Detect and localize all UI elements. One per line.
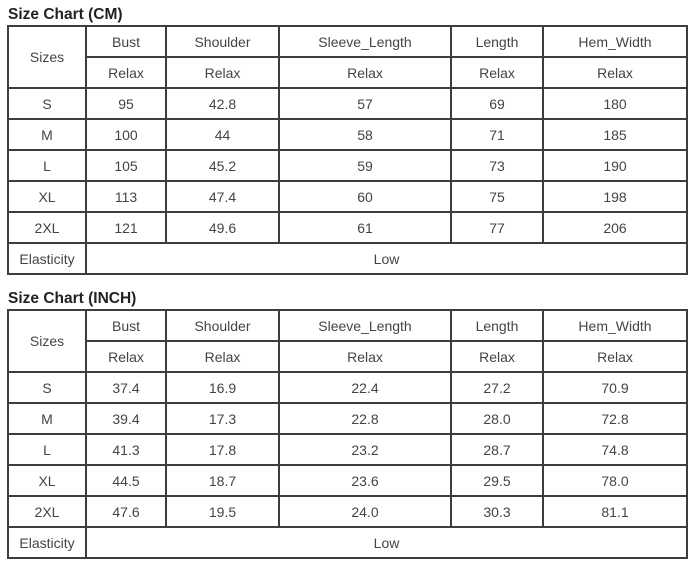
measurement-cell: 18.7: [166, 465, 279, 496]
fit-subheader: Relax: [451, 341, 543, 372]
size-label: M: [8, 403, 86, 434]
table-row: [8, 465, 687, 496]
elasticity-row: [8, 527, 687, 558]
fit-subheader: Relax: [451, 57, 543, 88]
size-chart-cm-title: Size Chart (CM): [8, 6, 123, 23]
measurement-cell: 39.4: [86, 403, 166, 434]
measurement-cell: 95: [86, 88, 166, 119]
fit-subheader: Relax: [166, 57, 279, 88]
elasticity-value: Low: [86, 527, 687, 558]
fit-subheader: Relax: [279, 57, 451, 88]
size-label: 2XL: [8, 212, 86, 243]
measurement-cell: 22.4: [279, 372, 451, 403]
measurement-cell: 60: [279, 181, 451, 212]
column-header: Length: [451, 26, 543, 57]
measurement-cell: 47.4: [166, 181, 279, 212]
measurement-cell: 17.8: [166, 434, 279, 465]
table-row: [8, 150, 687, 181]
column-header: Hem_Width: [543, 310, 687, 341]
measurement-cell: 24.0: [279, 496, 451, 527]
measurement-cell: 22.8: [279, 403, 451, 434]
measurement-cell: 45.2: [166, 150, 279, 181]
size-label: L: [8, 434, 86, 465]
measurement-cell: 100: [86, 119, 166, 150]
subheader-row: [8, 341, 687, 372]
fit-subheader: Relax: [279, 341, 451, 372]
size-label: 2XL: [8, 496, 86, 527]
table-row: [8, 212, 687, 243]
column-header: Sleeve_Length: [279, 26, 451, 57]
measurement-cell: 70.9: [543, 372, 687, 403]
measurement-cell: 57: [279, 88, 451, 119]
header-row: [8, 26, 687, 57]
measurement-cell: 121: [86, 212, 166, 243]
measurement-cell: 37.4: [86, 372, 166, 403]
measurement-cell: 206: [543, 212, 687, 243]
subheader-row: [8, 57, 687, 88]
size-label: S: [8, 372, 86, 403]
table-row: [8, 496, 687, 527]
measurement-cell: 190: [543, 150, 687, 181]
table-row: [8, 434, 687, 465]
sizes-header: Sizes: [8, 26, 86, 88]
measurement-cell: 58: [279, 119, 451, 150]
measurement-cell: 44: [166, 119, 279, 150]
measurement-cell: 49.6: [166, 212, 279, 243]
column-header: Length: [451, 310, 543, 341]
measurement-cell: 75: [451, 181, 543, 212]
fit-subheader: Relax: [543, 341, 687, 372]
sizes-header: Sizes: [8, 310, 86, 372]
fit-subheader: Relax: [166, 341, 279, 372]
measurement-cell: 113: [86, 181, 166, 212]
measurement-cell: 28.0: [451, 403, 543, 434]
measurement-cell: 44.5: [86, 465, 166, 496]
measurement-cell: 28.7: [451, 434, 543, 465]
measurement-cell: 78.0: [543, 465, 687, 496]
table-row: [8, 181, 687, 212]
elasticity-row: [8, 243, 687, 274]
measurement-cell: 72.8: [543, 403, 687, 434]
column-header: Sleeve_Length: [279, 310, 451, 341]
measurement-cell: 23.6: [279, 465, 451, 496]
fit-subheader: Relax: [86, 341, 166, 372]
elasticity-value: Low: [86, 243, 687, 274]
measurement-cell: 30.3: [451, 496, 543, 527]
measurement-cell: 41.3: [86, 434, 166, 465]
size-label: S: [8, 88, 86, 119]
measurement-cell: 69: [451, 88, 543, 119]
measurement-cell: 73: [451, 150, 543, 181]
elasticity-label: Elasticity: [8, 527, 86, 558]
measurement-cell: 74.8: [543, 434, 687, 465]
size-chart-inch-title: Size Chart (INCH): [8, 290, 137, 307]
measurement-cell: 61: [279, 212, 451, 243]
table-row: [8, 372, 687, 403]
elasticity-label: Elasticity: [8, 243, 86, 274]
table-row: [8, 88, 687, 119]
size-label: M: [8, 119, 86, 150]
column-header: Hem_Width: [543, 26, 687, 57]
measurement-cell: 16.9: [166, 372, 279, 403]
table-row: [8, 119, 687, 150]
measurement-cell: 185: [543, 119, 687, 150]
fit-subheader: Relax: [86, 57, 166, 88]
measurement-cell: 59: [279, 150, 451, 181]
size-label: L: [8, 150, 86, 181]
column-header: Shoulder: [166, 310, 279, 341]
measurement-cell: 81.1: [543, 496, 687, 527]
column-header: Shoulder: [166, 26, 279, 57]
measurement-cell: 42.8: [166, 88, 279, 119]
size-label: XL: [8, 465, 86, 496]
measurement-cell: 180: [543, 88, 687, 119]
measurement-cell: 105: [86, 150, 166, 181]
measurement-cell: 17.3: [166, 403, 279, 434]
table-row: [8, 403, 687, 434]
header-row: [8, 310, 687, 341]
measurement-cell: 29.5: [451, 465, 543, 496]
measurement-cell: 71: [451, 119, 543, 150]
size-label: XL: [8, 181, 86, 212]
measurement-cell: 47.6: [86, 496, 166, 527]
size-chart-inch-table: [7, 309, 688, 559]
measurement-cell: 77: [451, 212, 543, 243]
measurement-cell: 19.5: [166, 496, 279, 527]
measurement-cell: 27.2: [451, 372, 543, 403]
measurement-cell: 198: [543, 181, 687, 212]
fit-subheader: Relax: [543, 57, 687, 88]
column-header: Bust: [86, 26, 166, 57]
size-chart-cm-table: [7, 25, 688, 275]
column-header: Bust: [86, 310, 166, 341]
measurement-cell: 23.2: [279, 434, 451, 465]
